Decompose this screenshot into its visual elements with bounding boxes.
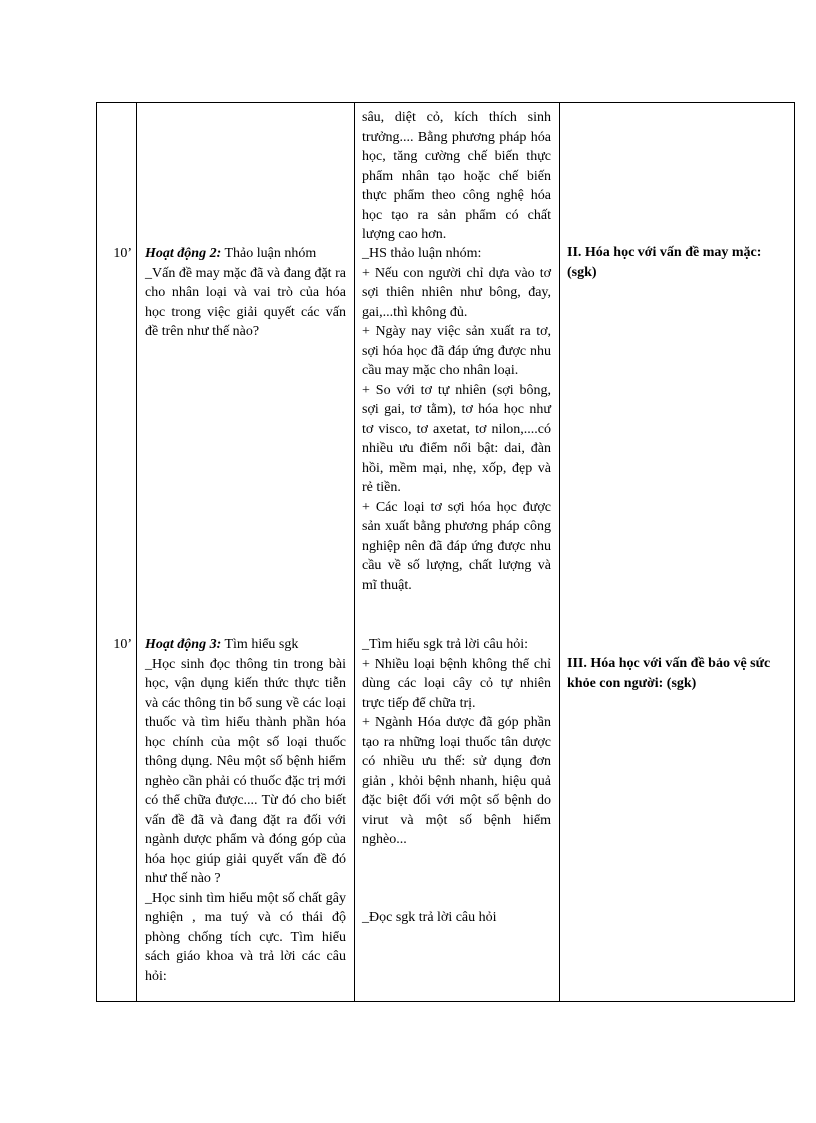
section-heading-health: III. Hóa học với vấn đề bảo vệ sức khỏe con người: (sgk) (567, 656, 771, 691)
teacher-activity-column (137, 103, 355, 1002)
lesson-plan-table (96, 102, 795, 1002)
student-continuation-text: sâu, diệt cỏ, kích thích sinh trưởng.... Bằng phương pháp hóa học, tăng cường chế biến thực phẩm nhân tạo hoặc chế biến thực phẩm theo công nghệ hóa học tạo ra sản phẩm có chất lượng cao hơn. (362, 110, 551, 242)
student-research-block (362, 635, 551, 850)
student-discussion-line: + Các loại tơ sợi hóa học được sản xuất bằng phương pháp công nghiệp nên đã đáp ứng được nhu cầu về số lượng, chất lượng và mĩ thuật. (362, 499, 551, 593)
activity-2-title: Hoạt động 2: (145, 246, 222, 261)
student-research-line: _Tìm hiểu sgk trả lời câu hỏi: (362, 637, 529, 652)
activity-3-instruction-1: _Học sinh đọc thông tin trong bài học, vận dụng kiến thức thực tiễn và các thông tin bổ sung về các loại thuốc và tìm hiểu thành phần hóa học chính của một số loại thuốc thông dụng. Nêu một số bệnh hiểm nghèo cần phải có thuốc đặc trị mới có thể chữa được.... Từ đó cho biết vấn đề đã và đang đặt ra đối với ngành dược phẩm và đóng góp của hóa học giúp giải quyết vấn đề đó như thế nào ? (145, 656, 346, 886)
student-activity-column (355, 103, 560, 1002)
activity-3-block (145, 635, 346, 986)
student-research-line: + Nhiều loại bệnh không thể chỉ dùng các loại cây cỏ tự nhiên trực tiếp để chữa trị. (362, 656, 551, 711)
time-cell-activity-3: 10’ (113, 637, 132, 652)
student-discussion-line: _HS thảo luận nhóm: (362, 246, 482, 261)
activity-3-instruction-2: _Học sinh tìm hiểu một số chất gây nghiện , ma tuý và có thái độ phòng chống tích cực. Tìm hiểu sách giáo khoa và trả lời các câu hỏi: (145, 890, 346, 984)
student-discussion-line: + So với tơ tự nhiên (sợi bông, sợi gai, tơ tằm), tơ hóa học như tơ visco, tơ axetat, tơ nilon,....có nhiều ưu điểm nổi bật: dai, đàn hồi, mềm mại, nhẹ, xốp, đẹp và rẻ tiền. (362, 382, 551, 495)
activity-2-heading (145, 244, 346, 264)
student-discussion-line: + Nếu con người chỉ dựa vào tơ sợi thiên nhiên như bông, đay, gai,...thì không đủ. (362, 265, 551, 320)
student-discussion-line: + Ngày nay việc sản xuất ra tơ, sợi hóa học đã đáp ứng được nhu cầu may mặc cho nhân loại. (362, 324, 551, 378)
student-final-line: _Đọc sgk trả lời câu hỏi (362, 910, 497, 925)
time-column (97, 103, 137, 1002)
activity-2-question: _Vấn đề may mặc đã và đang đặt ra cho nhân loại và vai trò của hóa học trong việc giải quyết các vấn đề trên như thế nào? (145, 265, 346, 339)
activity-3-title: Hoạt động 3: (145, 637, 222, 652)
section-heading-clothing: II. Hóa học với vấn đề may mặc: (sgk) (567, 245, 762, 280)
time-cell-activity-2: 10’ (113, 246, 132, 261)
activity-2-block (145, 244, 346, 342)
activity-2-subtitle: Thảo luận nhóm (221, 246, 317, 261)
table-row (97, 103, 795, 1002)
student-research-line: + Ngành Hóa dược đã góp phần tạo ra những loại thuốc tân dược có nhiều ưu thế: sử dụng đơn giản , khỏi bệnh nhanh, hiệu quả đặc biệt đối với một số bệnh do virut và một số bệnh hiểm nghèo... (362, 715, 551, 847)
activity-3-heading (145, 635, 346, 655)
student-discussion-block (362, 244, 551, 595)
activity-3-subtitle: Tìm hiểu sgk (221, 637, 299, 652)
content-column (560, 103, 795, 1002)
